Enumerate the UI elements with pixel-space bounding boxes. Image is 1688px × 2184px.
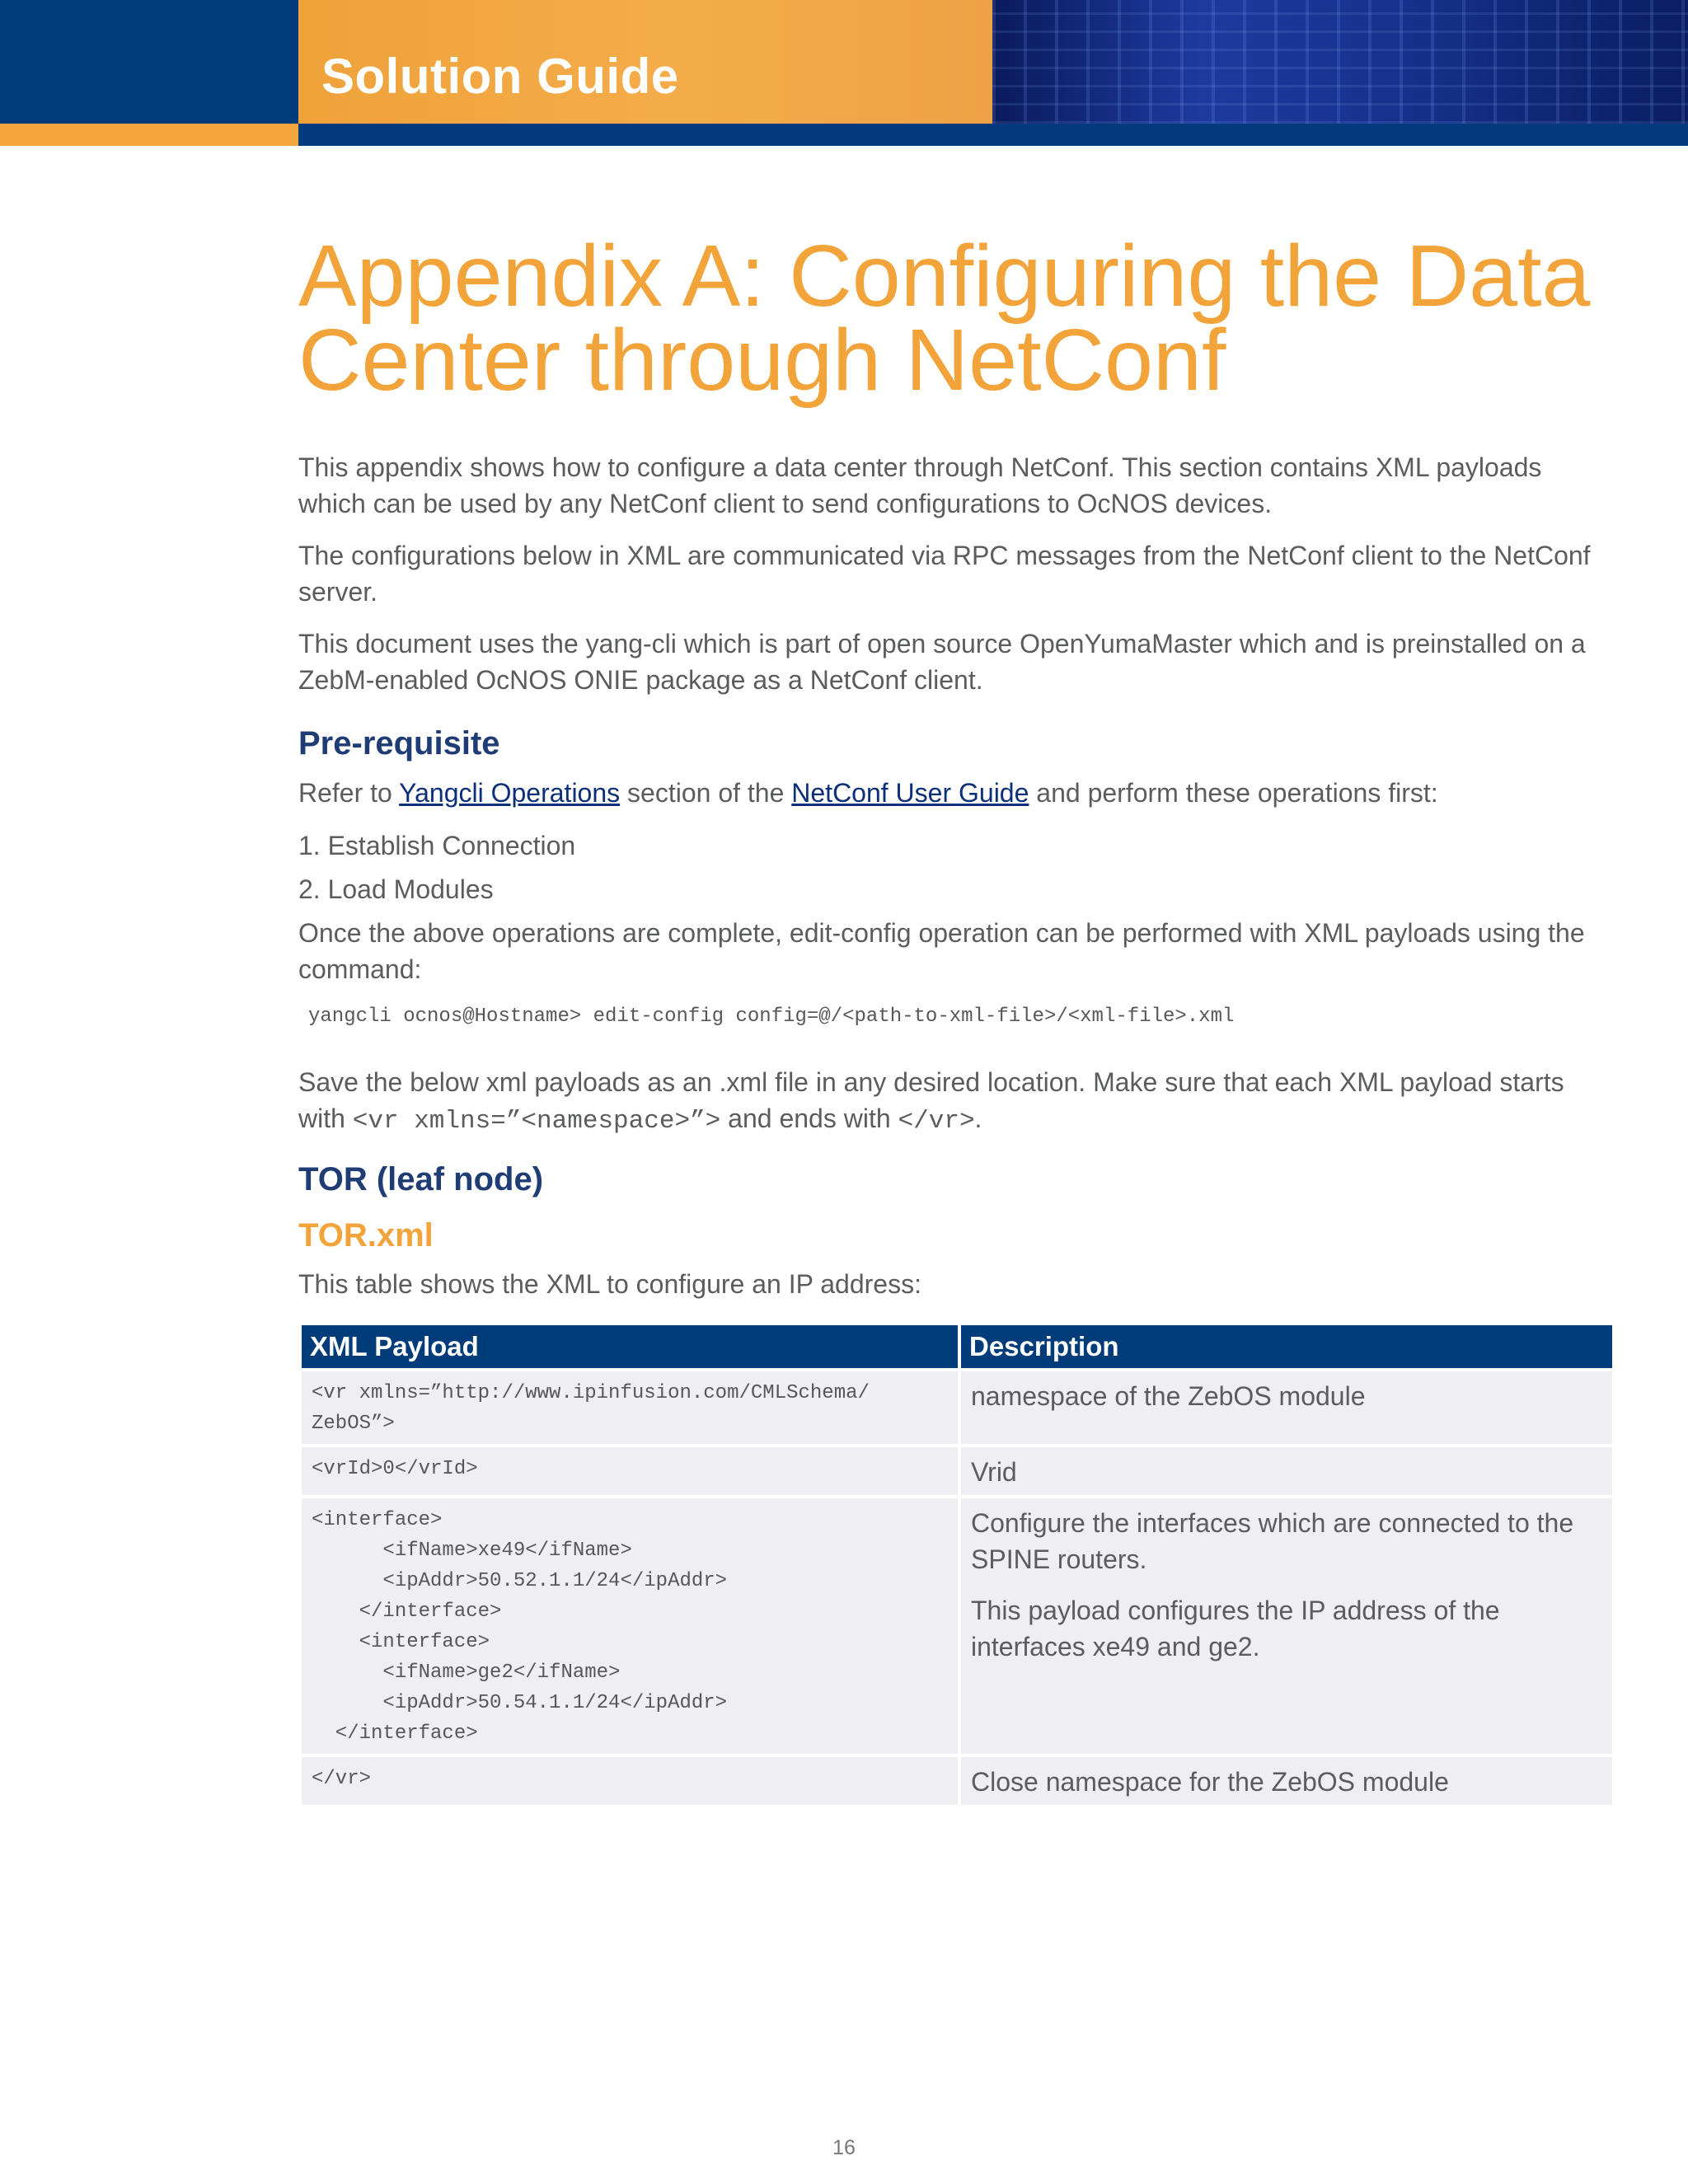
intro-paragraph-3: This document uses the yang-cli which is part of open source OpenYumaMaster which and is preinstalled on a ZebM-enabled OcNOS ONIE package as a NetConf client. — [298, 629, 1586, 695]
header-stripe-orange — [0, 124, 298, 146]
save-suffix: . — [974, 1104, 982, 1133]
appendix-title-line2: Center through NetConf — [298, 312, 1226, 409]
appendix-title-line1: Appendix A: Configuring the Data — [298, 227, 1591, 325]
save-prefix: Save the below xml payloads as an .xml file in any desired location. Make sure that each XML payload starts with — [298, 1067, 1564, 1133]
xml-payload-cell: </vr> — [302, 1757, 958, 1805]
step-item-1: 1. Establish Connection — [298, 831, 576, 860]
description-cell — [961, 1447, 1612, 1495]
refer-prefix: Refer to — [298, 778, 400, 808]
refer-middle: section of the — [620, 778, 792, 808]
prerequisite-heading: Pre-requisite — [298, 725, 500, 762]
column-header-xml-payload: XML Payload — [302, 1325, 958, 1368]
tor-heading: TOR (leaf node) — [298, 1161, 544, 1197]
description-text: This payload configures the IP address of the interfaces xe49 and ge2. — [971, 1596, 1500, 1661]
intro-paragraph-1: This appendix shows how to configure a data center through NetConf. This section contains XML payloads which can be used by any NetConf client to send configurations to OcNOS devices. — [298, 452, 1542, 518]
prerequisite-refer-text — [298, 775, 1609, 811]
xml-payload-table — [298, 1322, 1615, 1808]
tor-xml-subheading: TOR.xml — [298, 1217, 434, 1254]
save-middle: and ends with — [720, 1104, 898, 1133]
column-header-description: Description — [961, 1325, 1612, 1368]
xml-payload-cell: <interface> <ifName>xe49</ifName> <ipAddr>50.52.1.1/24</ipAddr> </interface> <interface> <ifName>ge2</ifName> <ipAddr>50.54.1.1/24</ipAddr> </interface> — [302, 1498, 958, 1754]
header-datacenter-image — [992, 0, 1688, 124]
save-instructions — [298, 1064, 1609, 1140]
xml-payload-cell: <vrId>0</vrId> — [302, 1447, 958, 1495]
description-cell — [961, 1498, 1612, 1754]
refer-suffix: and perform these operations first: — [1029, 778, 1438, 808]
after-steps-paragraph: Once the above operations are complete, edit-config operation can be performed with XML payloads using the command: — [298, 918, 1585, 984]
intro-paragraph-2: The configurations below in XML are communicated via RPC messages from the NetConf client to the NetConf server. — [298, 541, 1591, 607]
description-text: namespace of the ZebOS module — [971, 1381, 1366, 1411]
appendix-title — [298, 227, 1617, 409]
page-number: 16 — [832, 2136, 856, 2159]
table-row — [302, 1447, 1612, 1495]
description-cell — [961, 1371, 1612, 1444]
save-start-tag: <vr xmlns=”<namespace>”> — [352, 1107, 721, 1136]
netconf-user-guide-link[interactable]: NetConf User Guide — [791, 778, 1029, 808]
header-banner-left — [0, 0, 298, 124]
header-stripe-blue — [298, 124, 1688, 146]
save-end-tag: </vr> — [898, 1107, 975, 1136]
description-text: Close namespace for the ZebOS module — [971, 1767, 1449, 1797]
step-item-2: 2. Load Modules — [298, 874, 494, 904]
description-text: Vrid — [971, 1457, 1017, 1487]
description-cell — [961, 1757, 1612, 1805]
table-row — [302, 1498, 1612, 1754]
description-text: Configure the interfaces which are connected to the SPINE routers. — [971, 1508, 1574, 1574]
yangcli-operations-link[interactable]: Yangcli Operations — [399, 778, 621, 808]
table-row — [302, 1757, 1612, 1805]
table-row — [302, 1371, 1612, 1444]
command-line: yangcli ocnos@Hostname> edit-config config=@/<path-to-xml-file>/<xml-file>.xml — [308, 1005, 1235, 1028]
table-header-row — [302, 1325, 1612, 1368]
xml-payload-cell: <vr xmlns=”http://www.ipinfusion.com/CMLSchema/ ZebOS”> — [302, 1371, 958, 1444]
table-intro: This table shows the XML to configure an IP address: — [298, 1269, 921, 1299]
document-title: Solution Guide — [321, 49, 679, 104]
